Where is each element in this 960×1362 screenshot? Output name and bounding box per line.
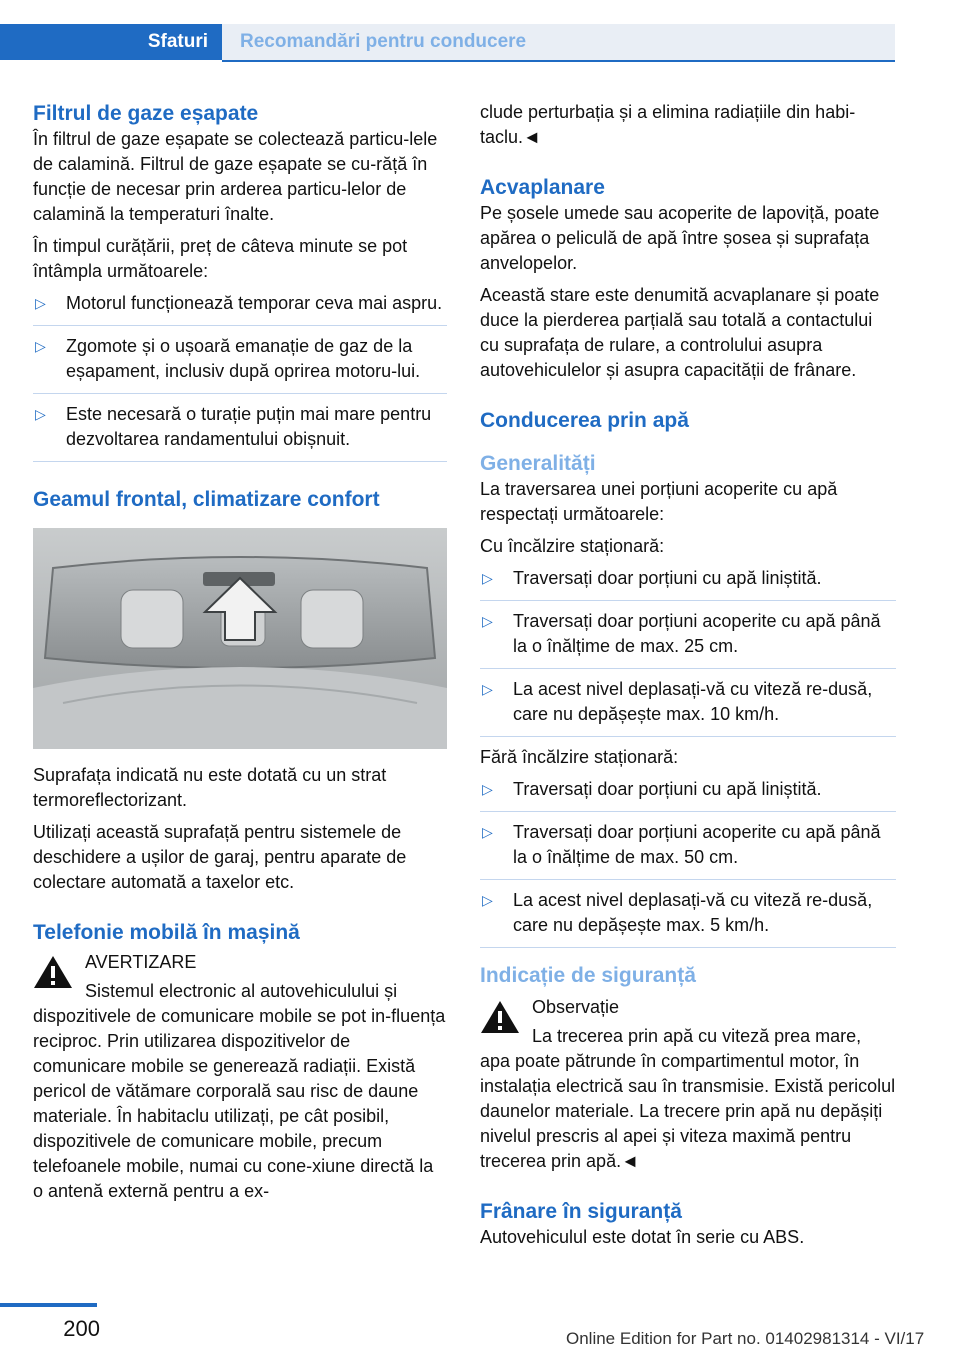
warning-block — [33, 950, 447, 1204]
warning-text-first-line: Sistemul electronic al autovehiculului și — [85, 981, 398, 1001]
warning-text: dispozitivele de comunicare mobile se pot in-fluența reciproc. Prin utilizarea dispozitivelor de comunicare mobile se generează radiații. Există pericol de vătămare corporală sau risc de daune materiale. În habitaclu utilizați, pe cât posibil, dispozitivele de comunicare mobile, precum telefoanele mobile, numai cu cone-xiune directă la o antenă externă pentru a ex- — [33, 1006, 446, 1201]
list-item: ▷ Traversați doar porțiuni acoperite cu apă până la o înălțime de max. 50 cm. — [480, 820, 896, 880]
left-column — [33, 100, 447, 1204]
header-section-title: Sfaturi — [147, 31, 208, 52]
header-underline — [222, 60, 895, 62]
triangle-right-bullet-icon: ▷ — [482, 824, 493, 840]
list-item: ▷ Traversați doar porțiuni acoperite cu apă până la o înălțime de max. 25 cm. — [480, 609, 896, 669]
triangle-right-bullet-icon: ▷ — [482, 892, 493, 908]
paragraph-windscreen-2: Utilizați această suprafață pentru sistemele de deschidere a ușilor de garaj, pentru aparate de colectare automată a taxelor etc. — [33, 822, 407, 892]
triangle-right-bullet-icon: ▷ — [482, 570, 493, 586]
heading-windscreen: Geamul frontal, climatizare confort — [33, 488, 380, 511]
edition-note: Online Edition for Part no. 01402981314 - VI/17 — [566, 1329, 925, 1348]
triangle-right-bullet-icon: ▷ — [482, 781, 493, 797]
paragraph-braking: Autovehiculul este dotat în serie cu ABS. — [480, 1227, 805, 1247]
paragraph-windscreen-1: Suprafața indicată nu este dotată cu un strat termoreflectorizant. — [33, 765, 387, 810]
triangle-right-bullet-icon: ▷ — [35, 338, 46, 354]
list-item: ▷ Traversați doar porțiuni cu apă liniștită. — [480, 566, 896, 601]
heading-mobile-phone: Telefonie mobilă în mașină — [33, 921, 300, 944]
heading-general: Generalități — [480, 452, 596, 475]
paragraph-filter-1: În filtrul de gaze eșapate se colectează particu-lele de calamină. Filtrul de gaze eșapate se cu-răță în funcție de necesar prin arderea particu-lelor de calamină la temperaturi înalte. — [33, 129, 438, 224]
triangle-right-bullet-icon: ▷ — [482, 681, 493, 697]
triangle-right-bullet-icon: ▷ — [35, 295, 46, 311]
paragraph-water-1: La traversarea unei porțiuni acoperite cu apă respectați următoarele: — [480, 479, 838, 524]
warning-triangle-icon — [33, 954, 73, 990]
list-item: ▷ La acest nivel deplasați-vă cu viteză re-dusă, care nu depășește max. 10 km/h. — [480, 677, 896, 737]
list-item: ▷ Motorul funcționează temporar ceva mai aspru. — [33, 291, 447, 326]
note-text-first-line: La trecerea prin apă cu viteză prea mare, — [532, 1026, 862, 1046]
note-block — [480, 995, 896, 1174]
page-number: 200 — [63, 1316, 100, 1341]
paragraph-continued: clude perturbația și a elimina radiațiile din habi-taclu.◄ — [480, 102, 856, 147]
heading-aquaplaning: Acvaplanare — [480, 176, 605, 199]
note-label: Observație — [532, 997, 620, 1017]
paragraph-aquaplaning-1: Pe șosele umede sau acoperite de lapoviță, poate apărea o peliculă de apă între șosea și suprafața anvelopelor. — [480, 203, 880, 273]
note-text: apa poate pătrunde în compartimentul motor, în instalația electrică sau în transmisie. Există pericolul daunelor materiale. La trecere prin apă nu depășiți nivelul prescris al apei și viteza maximă pentru trecerea prin apă.◄ — [480, 1051, 896, 1171]
warning-triangle-icon — [480, 999, 520, 1035]
footer-rule — [0, 1303, 97, 1307]
paragraph-filter-2: În timpul curățării, preț de câteva minute se pot întâmpla următoarele: — [33, 236, 408, 281]
triangle-right-bullet-icon: ▷ — [35, 406, 46, 422]
label-with-heater: Cu încălzire staționară: — [480, 536, 665, 556]
heading-safe-braking: Frânare în siguranță — [480, 1200, 682, 1223]
list-item: ▷ Zgomote și o ușoară emanație de gaz de la eșapament, inclusiv după oprirea motoru-lui. — [33, 334, 447, 394]
header-subsection-title: Recomandări pentru conducere — [240, 31, 527, 52]
label-without-heater: Fără încălzire staționară: — [480, 747, 679, 767]
list-with-heater — [480, 566, 896, 737]
filter-list — [33, 291, 447, 462]
heading-exhaust-filter: Filtrul de gaze eșapate — [33, 102, 259, 125]
list-item: ▷ Traversați doar porțiuni cu apă liniștită. — [480, 777, 896, 812]
heading-water-driving: Conducerea prin apă — [480, 409, 689, 432]
right-column — [480, 100, 896, 1250]
car-rear-window-photo — [33, 528, 447, 749]
heading-safety-note: Indicație de siguranță — [480, 964, 696, 987]
triangle-right-bullet-icon: ▷ — [482, 613, 493, 629]
list-item: ▷ La acest nivel deplasați-vă cu viteză re-dusă, care nu depășește max. 5 km/h. — [480, 888, 896, 948]
list-item: ▷ Este necesară o turație puțin mai mare pentru dezvoltarea randamentului obișnuit. — [33, 402, 447, 462]
warning-label: AVERTIZARE — [85, 952, 197, 972]
list-without-heater — [480, 777, 896, 948]
paragraph-aquaplaning-2: Această stare este denumită acvaplanare și poate duce la pierderea parțială sau totală a contactului cu suprafața de rulare, a controlului asupra autovehiculelor și asupra capacității de frânare. — [480, 285, 880, 380]
page-header — [0, 0, 960, 62]
